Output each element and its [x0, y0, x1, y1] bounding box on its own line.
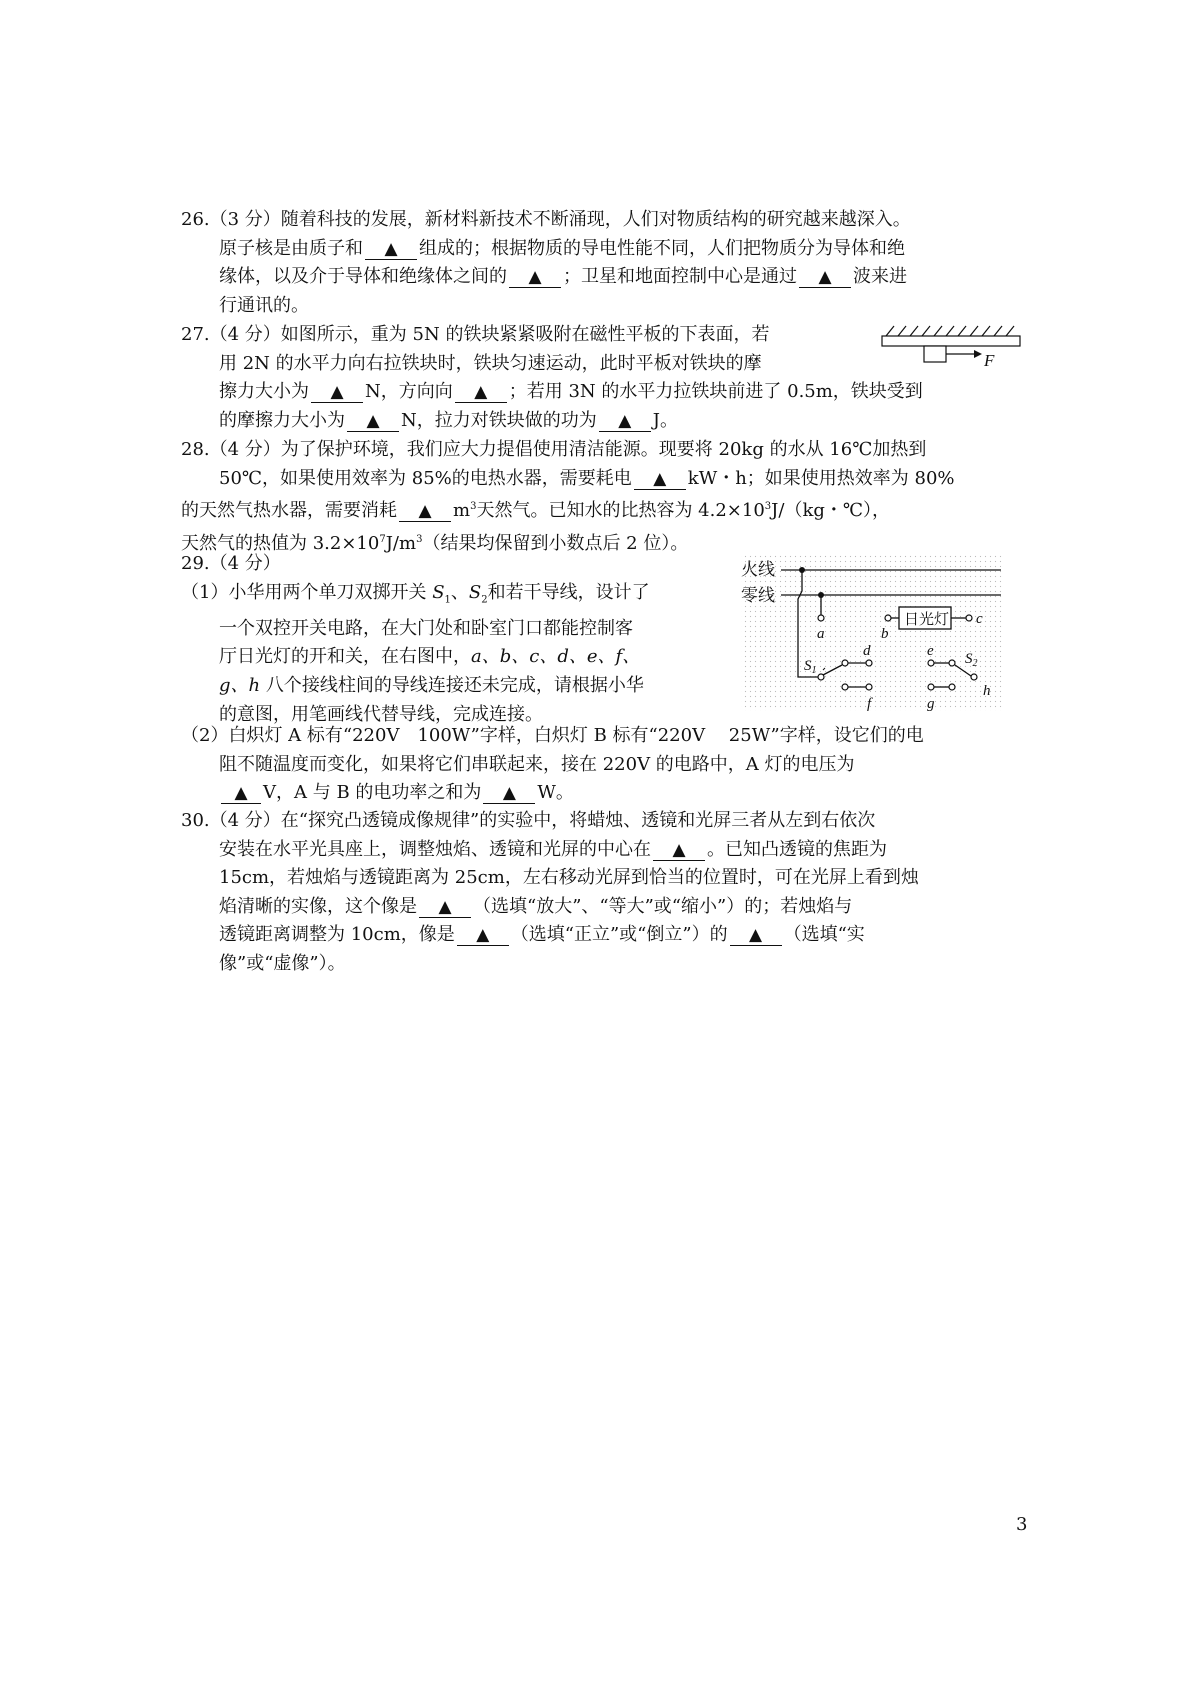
force-label: F	[984, 351, 995, 370]
q29-part1-line-4: g、h 八个接线柱间的导线连接还未完成，请根据小华	[219, 674, 644, 696]
magnetic-plate	[882, 336, 1020, 346]
q30-line-4: 焰清晰的实像，这个像是 ▲ （选填“放大”、“等大”或“缩小”）的；若烛焰与	[219, 895, 853, 917]
q28-line-2: 50℃，如果使用效率为 85%的电热水器，需要耗电 ▲ kW・h；如果使用热效率为 80%	[219, 467, 955, 489]
answer-blank[interactable]: ▲	[509, 267, 561, 288]
answer-blank[interactable]: ▲	[455, 382, 507, 403]
terminal-a-label: a	[817, 626, 825, 642]
answer-blank[interactable]: ▲	[483, 783, 535, 804]
force-arrowhead	[974, 350, 982, 358]
question-30	[181, 807, 1031, 979]
circuit-diagram	[739, 555, 1004, 713]
switch-s1-contact-top[interactable]	[842, 660, 848, 666]
q29-part2-line-2: 阻不随温度而变化，如果将它们串联起来，接在 220V 的电路中，A 灯的电压为	[219, 753, 855, 775]
answer-blank[interactable]: ▲	[347, 411, 399, 432]
q27-line-1: 27.（4 分）如图所示，重为 5N 的铁块紧紧吸附在磁性平板的下表面，若	[181, 324, 770, 345]
q26-line-2: 原子核是由质子和 ▲ 组成的；根据物质的导电性能不同，人们把物质分为导体和绝	[219, 237, 905, 259]
q28-line-3: 的天然气热水器，需要消耗 ▲ $m^3$天然气。已知水的比热容为 $4.2\times 10^3J/(kg$・℃），	[181, 500, 891, 522]
terminal-e-label: e	[927, 643, 934, 659]
terminal-d[interactable]	[866, 660, 872, 666]
answer-blank[interactable]: ▲	[653, 840, 705, 861]
q29-head: 29.（4 分）	[181, 553, 281, 574]
iron-block	[924, 346, 946, 362]
q29-part2-line-3: ▲ V，A 与 B 的电功率之和为 ▲ W。	[181, 779, 1031, 808]
answer-blank[interactable]: ▲	[221, 783, 261, 804]
q27-line-3: 擦力大小为 ▲ N，方向向 ▲ ；若用 3N 的水平力拉铁块前进了 0.5m，铁块受到	[219, 381, 923, 403]
terminal-b[interactable]	[885, 615, 891, 621]
q27-line-4: 的摩擦力大小为 ▲ N，拉力对铁块做的功为 ▲ J。	[219, 409, 678, 431]
terminal-b-label: b	[881, 626, 889, 642]
question-29	[181, 550, 741, 729]
q27-line-2: 用 2N 的水平力向右拉铁块时，铁块匀速运动，此时平板对铁块的摩	[219, 352, 762, 374]
terminal-e[interactable]	[928, 660, 934, 666]
switch-s2-contact-top[interactable]	[949, 660, 955, 666]
answer-blank[interactable]: ▲	[365, 239, 417, 260]
answer-blank[interactable]: ▲	[599, 411, 651, 432]
switch-s1-contact-bottom[interactable]	[842, 684, 848, 690]
q30-line-2: 安装在水平光具座上，调整烛焰、透镜和光屏的中心在 ▲ 。已知凸透镜的焦距为	[219, 838, 887, 860]
q26-line-4: 行通讯的。	[219, 294, 309, 316]
q29-part1-line-1: （1）小华用两个单刀双掷开关 $S_1$、$S_2$和若干导线，设计了	[181, 581, 650, 606]
terminal-f[interactable]	[866, 684, 872, 690]
answer-blank[interactable]: ▲	[311, 382, 363, 403]
q28-line-1: 28.（4 分）为了保护环境，我们应大力提倡使用清洁能源。现要将 20kg 的水从 16℃加热到	[181, 439, 927, 460]
q26-line-3: 缘体，以及介于导体和绝缘体之间的 ▲ ；卫星和地面控制中心是通过 ▲ 波来进	[219, 266, 907, 288]
magnetic-plate-figure	[878, 322, 1028, 370]
terminal-f-label: f	[867, 696, 872, 712]
q30-line-1: 30.（4 分）在“探究凸透镜成像规律”的实验中，将蜡烛、透镜和光屏三者从左到右依次	[181, 810, 876, 831]
answer-blank[interactable]: ▲	[799, 267, 851, 288]
live-wire-label: 火线	[741, 560, 775, 579]
q26-line-1: 26.（3 分）随着科技的发展，新材料新技术不断涌现，人们对物质结构的研究越来越深入。	[181, 209, 911, 230]
lamp-label: 日光灯	[904, 612, 950, 628]
answer-blank[interactable]: ▲	[399, 501, 451, 522]
terminal-c[interactable]	[966, 615, 972, 621]
question-26	[181, 206, 1031, 320]
terminal-a[interactable]	[818, 615, 824, 621]
q29-part1-line-2: 一个双控开关电路，在大门处和卧室门口都能控制客	[219, 617, 633, 639]
terminal-g-label: g	[927, 696, 935, 712]
terminal-h-label: h	[983, 683, 991, 699]
q28-line-4: 天然气的热值为 $3.2\times 10^7J/m^3$（结果均保留到小数点后 2 位）。	[181, 532, 689, 554]
switch-s1-label: $S_1$	[804, 658, 817, 676]
switch-s2-contact-bottom[interactable]	[949, 684, 955, 690]
switch-s2-pivot[interactable]	[971, 674, 977, 680]
question-29-part-2	[181, 722, 1031, 808]
switch-s2-label: $S_2$	[965, 651, 978, 669]
q30-line-5: 透镜距离调整为 10cm，像是 ▲ （选填“正立”或“倒立”）的 ▲ （选填“实	[219, 924, 865, 946]
answer-blank[interactable]: ▲	[730, 925, 782, 946]
terminal-g[interactable]	[928, 684, 934, 690]
terminal-c-label: c	[976, 611, 983, 627]
terminal-d-label: d	[863, 643, 871, 659]
question-28	[181, 436, 1031, 558]
page-number: 3	[1016, 1514, 1028, 1535]
q30-line-6: 像”或“虚像”）。	[219, 952, 346, 974]
q29-part1-line-5: 的意图，用笔画线代替导线，完成连接。	[219, 703, 543, 725]
q29-part2-line-1: （2）白炽灯 A 标有“220V 100W”字样，白炽灯 B 标有“220V 25W”字样，设它们的电	[181, 725, 924, 746]
neutral-wire-label: 零线	[741, 586, 775, 605]
answer-blank[interactable]: ▲	[419, 897, 471, 918]
q29-part1-line-3: 厅日光灯的开和关，在右图中，a、b、c、d、e、f、	[219, 646, 641, 668]
answer-blank[interactable]: ▲	[634, 469, 686, 490]
q30-line-3: 15cm，若烛焰与透镜距离为 25cm，左右移动光屏到恰当的位置时，可在光屏上看到烛	[219, 867, 919, 889]
answer-blank[interactable]: ▲	[457, 925, 509, 946]
plate-hatching	[886, 326, 1014, 336]
